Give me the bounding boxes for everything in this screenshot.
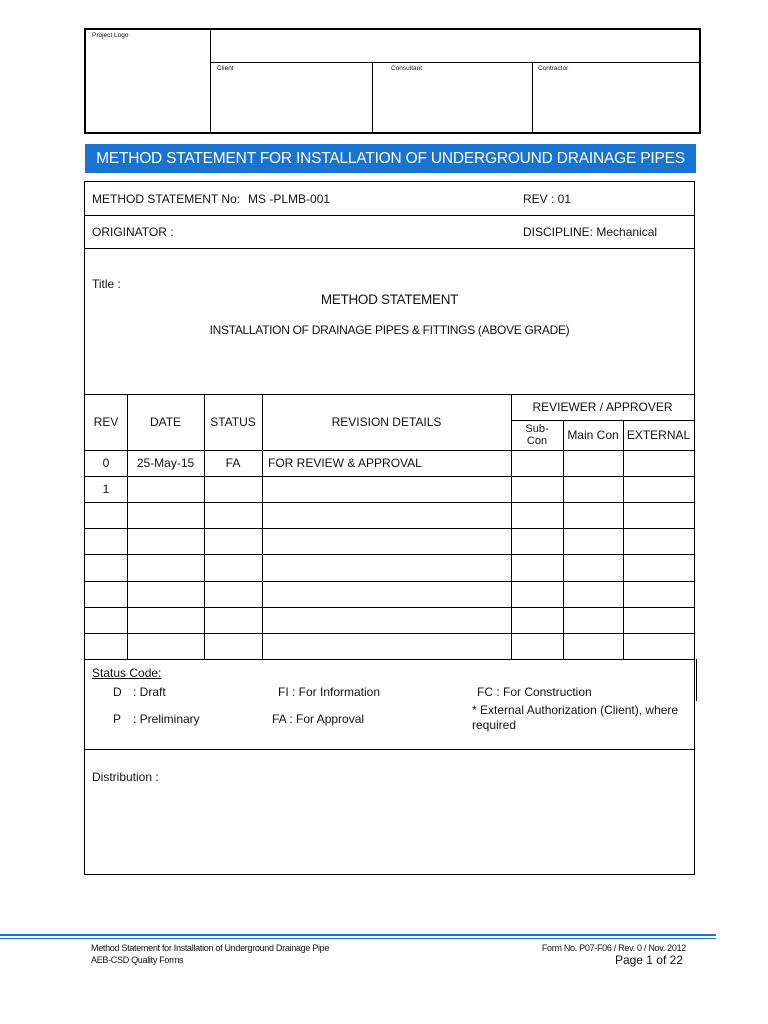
status-p-key: P: [113, 712, 122, 726]
table-row-divider: [85, 659, 694, 660]
row-status-cell: [204, 554, 262, 580]
row-rev-cell: [85, 581, 127, 607]
footer-page-number: Page 1 of 22: [614, 953, 683, 967]
contractor-label: Contractor: [538, 65, 569, 72]
header-subcon: Sub- Con: [525, 423, 549, 447]
row-status-cell: [204, 502, 262, 528]
row-rev-cell: [85, 502, 127, 528]
row-date-cell: [127, 476, 204, 502]
method-statement-form: [84, 181, 695, 875]
status-fc: FC : For Construction: [477, 685, 592, 699]
status-code-title: Status Code:: [92, 666, 162, 680]
row-status-cell: [204, 607, 262, 633]
title-heading: METHOD STATEMENT: [320, 292, 459, 307]
header-date: DATE: [149, 415, 182, 429]
row-date-cell: [127, 528, 204, 554]
status-d-key: D: [113, 685, 122, 699]
row-rev-cell: 0: [102, 456, 110, 471]
originator-label: ORIGINATOR :: [92, 224, 174, 239]
header-maincon: Main Con: [567, 428, 619, 442]
header-rev: REV: [93, 415, 119, 429]
rev-label: REV : 01: [523, 191, 572, 206]
ms-number-value: MS -PLMB-001: [248, 191, 331, 206]
consultant-label: Consultant: [391, 65, 423, 72]
distribution-label: Distribution :: [92, 770, 159, 784]
row-date-cell: [127, 502, 204, 528]
status-fa: FA : For Approval: [272, 712, 365, 726]
row-date-cell: [127, 607, 204, 633]
row-date-cell: [127, 633, 204, 659]
title-subheading: INSTALLATION OF DRAINAGE PIPES & FITTINGS (ABOVE GRADE): [209, 323, 570, 337]
row-rev-cell: [85, 633, 127, 659]
title-label: Title :: [92, 277, 121, 291]
status-external-note: * External Authorization (Client), where required: [472, 703, 679, 732]
footer-doc-title: Method Statement for Installation of Underground Drainage Pipe: [91, 943, 330, 953]
status-d-value: : Draft: [133, 685, 166, 699]
footer-rule-top: [0, 934, 716, 936]
discipline-label: DISCIPLINE: Mechanical: [523, 224, 658, 239]
row-details-cell: FOR REVIEW & APPROVAL: [268, 456, 422, 471]
row-rev-cell: [85, 528, 127, 554]
row-date-cell: 25-May-15: [136, 456, 195, 471]
row-status-cell: [204, 581, 262, 607]
row-status-cell: [204, 476, 262, 502]
client-label: Client: [217, 65, 234, 72]
ms-number-row: [92, 182, 330, 215]
ms-number-label: METHOD STATEMENT No:: [92, 191, 241, 206]
footer-quality-forms: AEB-CSD Quality Forms: [91, 955, 184, 965]
row-status-cell: [204, 528, 262, 554]
header-box: [84, 28, 701, 134]
header-revision-details: REVISION DETAILS: [331, 415, 442, 429]
status-fi: FI : For Information: [278, 685, 381, 699]
row-status-cell: FA: [225, 456, 241, 471]
footer-rule-bottom: [0, 938, 716, 939]
header-reviewer-approver: REVIEWER / APPROVER: [532, 400, 673, 414]
row-rev-cell: [85, 554, 127, 580]
row-rev-cell: [85, 607, 127, 633]
header-external: EXTERNAL: [626, 428, 691, 442]
row-status-cell: [204, 633, 262, 659]
footer-form-number: Form No. P07-F06 / Rev. 0 / Nov. 2012: [541, 943, 686, 953]
row-rev-cell: 1: [102, 482, 110, 497]
status-p-value: : Preliminary: [133, 712, 200, 726]
document-title-banner: METHOD STATEMENT FOR INSTALLATION OF UNDERGROUND DRAINAGE PIPES: [85, 144, 696, 173]
project-logo-label: Project Logo: [92, 32, 129, 39]
row-date-cell: [127, 581, 204, 607]
header-status: STATUS: [210, 415, 256, 429]
row-date-cell: [127, 554, 204, 580]
